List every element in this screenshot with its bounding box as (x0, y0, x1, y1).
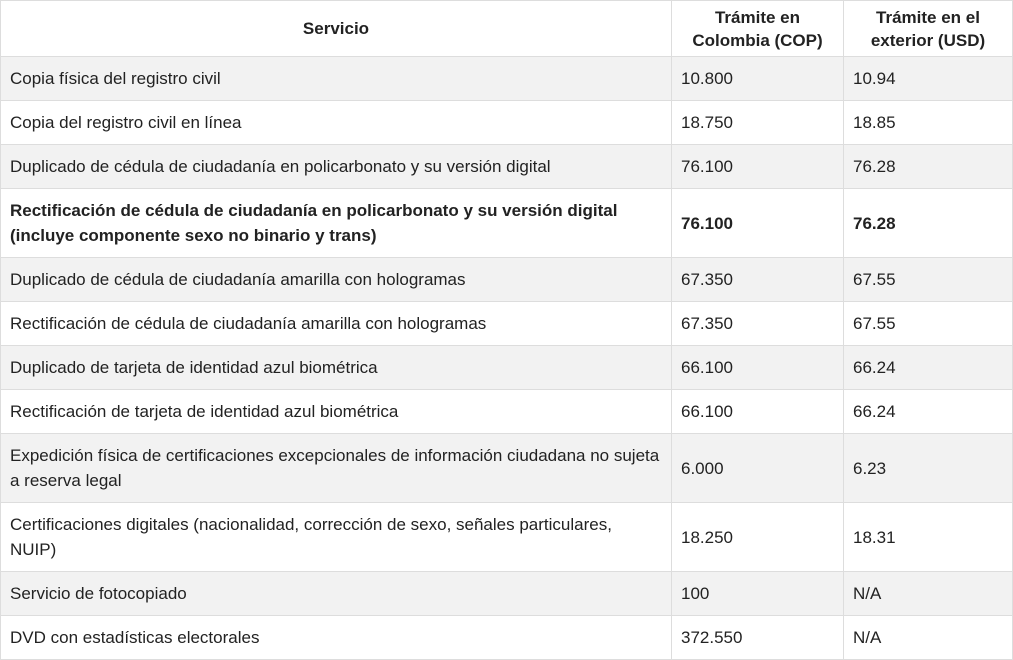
usd-price-cell: 76.28 (844, 189, 1013, 258)
service-cell: Certificaciones digitales (nacionalidad, corrección de sexo, señales particulares, NUIP) (1, 503, 672, 572)
service-cell: Rectificación de cédula de ciudadanía en policarbonato y su versión digital (incluye componente sexo no binario y trans) (1, 189, 672, 258)
table-row (1, 572, 1013, 616)
header-colombia-cop: Trámite en Colombia (COP) (672, 1, 844, 57)
cop-price-cell: 18.750 (672, 101, 844, 145)
cop-price-cell: 66.100 (672, 346, 844, 390)
service-cell: Copia del registro civil en línea (1, 101, 672, 145)
service-cell: Expedición física de certificaciones excepcionales de información ciudadana no sujeta a reserva legal (1, 434, 672, 503)
cop-price-cell: 100 (672, 572, 844, 616)
table-row (1, 390, 1013, 434)
service-cell: Duplicado de cédula de ciudadanía amarilla con hologramas (1, 258, 672, 302)
table-row (1, 258, 1013, 302)
usd-price-cell: N/A (844, 616, 1013, 660)
table-row-highlighted (1, 189, 1013, 258)
usd-price-cell: 66.24 (844, 390, 1013, 434)
cop-price-cell: 66.100 (672, 390, 844, 434)
cop-price-cell: 10.800 (672, 57, 844, 101)
service-cell: Duplicado de tarjeta de identidad azul biométrica (1, 346, 672, 390)
table-header-row (1, 1, 1013, 57)
usd-price-cell: 66.24 (844, 346, 1013, 390)
cop-price-cell: 372.550 (672, 616, 844, 660)
service-cell: Copia física del registro civil (1, 57, 672, 101)
table-row (1, 503, 1013, 572)
usd-price-cell: 10.94 (844, 57, 1013, 101)
table-row (1, 101, 1013, 145)
table-row (1, 145, 1013, 189)
service-cell: Servicio de fotocopiado (1, 572, 672, 616)
cop-price-cell: 76.100 (672, 189, 844, 258)
cop-price-cell: 67.350 (672, 302, 844, 346)
usd-price-cell: 67.55 (844, 302, 1013, 346)
table-row (1, 434, 1013, 503)
cop-price-cell: 6.000 (672, 434, 844, 503)
table-row (1, 302, 1013, 346)
cop-price-cell: 76.100 (672, 145, 844, 189)
service-cell: Duplicado de cédula de ciudadanía en policarbonato y su versión digital (1, 145, 672, 189)
service-cell: Rectificación de cédula de ciudadanía amarilla con hologramas (1, 302, 672, 346)
usd-price-cell: N/A (844, 572, 1013, 616)
cop-price-cell: 18.250 (672, 503, 844, 572)
table-row (1, 57, 1013, 101)
header-service: Servicio (1, 1, 672, 57)
table-row (1, 346, 1013, 390)
usd-price-cell: 18.31 (844, 503, 1013, 572)
service-cell: DVD con estadísticas electorales (1, 616, 672, 660)
usd-price-cell: 76.28 (844, 145, 1013, 189)
usd-price-cell: 18.85 (844, 101, 1013, 145)
cop-price-cell: 67.350 (672, 258, 844, 302)
usd-price-cell: 67.55 (844, 258, 1013, 302)
table-row (1, 616, 1013, 660)
usd-price-cell: 6.23 (844, 434, 1013, 503)
header-abroad-usd: Trámite en el exterior (USD) (844, 1, 1013, 57)
service-cell: Rectificación de tarjeta de identidad azul biométrica (1, 390, 672, 434)
